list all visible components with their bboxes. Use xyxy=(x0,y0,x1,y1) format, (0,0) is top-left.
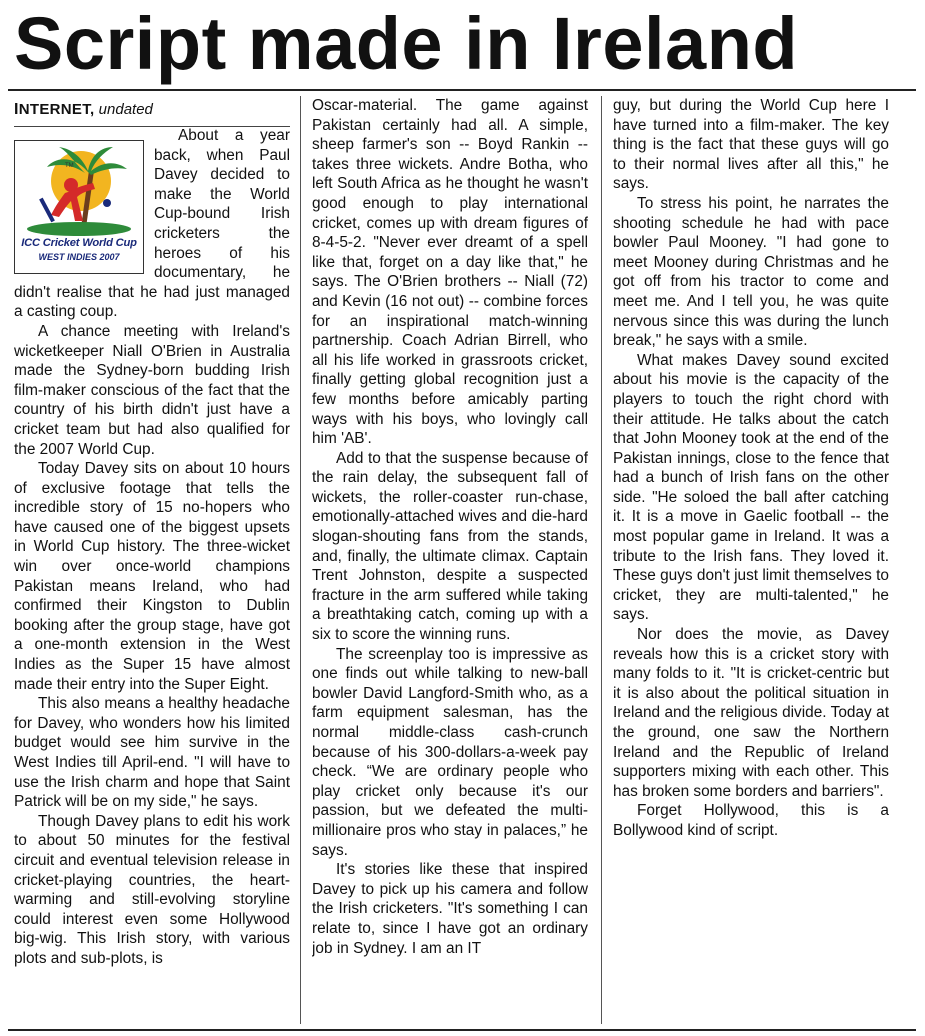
paragraph: The screenplay too is impressive as one finds out while talking to new-ball bowler David Langford-Smith who, as a farm equipment salesman, has the normal middle-class cash-crunch because of his 300-dollars-a-week pay check. “We are ordinary people who play cricket only because it's our passion, but we defeated the multi-millionaire pros who stay in palaces,” he says. xyxy=(312,645,588,859)
paragraph: It's stories like these that inspired Davey to pick up his camera and follow the Irish cricketers. "It's something I can relate to, since I have got an ordinary job in Sydney. I am an IT xyxy=(312,861,588,957)
logo-title: ICC Cricket World Cup xyxy=(21,237,137,249)
headline: Script made in Ireland xyxy=(14,2,799,85)
cricket-world-cup-logo xyxy=(14,140,144,274)
article-column-2 xyxy=(312,96,588,1026)
dateline-place xyxy=(14,101,95,118)
dateline-place-rest: NTERNET, xyxy=(18,101,95,118)
logo-trademark: TM xyxy=(65,163,74,169)
paragraph: What makes Davey sound excited about his movie is the capacity of the players to touch the right chord with their attitude. He talks about the catch that John Mooney took at the end of the Pakistan innings, close to the fence that had a bunch of Irish fans on the other side. "He soloed the ball after catching it. It is a move in Gaelic football -- the most popular game in Ireland. It was a tribute to the Irish fans. They loved it. These guys don't just limit themselves to cricket, they are multi-talented," he says. xyxy=(613,351,889,624)
logo-ground xyxy=(27,222,131,236)
top-rule xyxy=(8,89,916,91)
logo-subtitle: WEST INDIES 2007 xyxy=(38,252,120,262)
paragraph: A chance meeting with Ireland's wicketkeeper Niall O'Brien in Australia made the Sydney-born budding Irish film-maker conscious of the fact that the country of his birth didn't just have a cricket team but had also qualified for the 2007 World Cup. xyxy=(14,322,290,458)
paragraph: Today Davey sits on about 10 hours of exclusive footage that tells the incredible story of 15 no-hopers who have caused one of the biggest upsets in World Cup history. The three-wicket win over once-world champions Pakistan means Ireland, who had confirmed their Kingston to Dublin booking after the group stage, have got a one-month extension in the West Indies as the Super 15 have almost made their entry into the Super Eight. xyxy=(14,460,290,693)
paragraph: Forget Hollywood, this is a Bollywood kind of script. xyxy=(613,802,889,839)
logo-bat xyxy=(39,198,55,223)
paragraph: To stress his point, he narrates the shooting schedule he had with pace bowler Paul Mooney. "I had gone to meet Mooney during Christmas and he got off from his tractor to come and meet me. And I tell you, he was quite nervous since this was during the lunch break," he says with a smile. xyxy=(613,194,889,350)
dateline xyxy=(14,96,290,126)
paragraph: Nor does the movie, as Davey reveals how this is a cricket story with many folds to it. "It is cricket-centric but it is also about the political situation in Ireland and the religious divide. Today at the ground, one saw the Northern Ireland and the Republic of Ireland supporters mixing with each other. This has broken some borders and barriers". xyxy=(613,626,889,800)
dateline-when: undated xyxy=(98,101,153,118)
logo-ball xyxy=(103,199,111,207)
cricket-world-cup-mascot-logo-icon xyxy=(15,141,143,237)
paragraph: Though Davey plans to edit his work to about 50 minutes for the festival circuit and eventual television release in cricket-playing countries, the heart-warming and still-evolving storyline could interest even some Hollywood big-wig. This Irish story, with various plots and sub-plots, is xyxy=(14,812,290,967)
column-divider xyxy=(601,96,602,1024)
paragraph: guy, but during the World Cup here I have turned into a film-maker. The key thing is the fact that these guys will go to their normal lives after all this," he says. xyxy=(613,97,889,193)
paragraph: Oscar-material. The game against Pakistan certainly had all. A simple, sheep farmer's son -- Boyd Rankin -- takes three wickets. Andre Botha, who left South Africa as he thought he wasn't good enough to play international cricket, comes up with dream figures of 8-4-5-2. "Never ever dreamt of a spell like that, forget on a day like that," he says. The O'Brien brothers -- Niall (72) and Kevin (16 not out) -- combine forces for an inspirational match-winning partnership. Coach Adrian Birrell, who all his life worked in grassroots cricket, finally getting global recognition just a few months before amicably parting ways with his boys, who lovingly call him 'AB'. xyxy=(312,97,588,448)
paragraph: About a year back, when Paul Davey decided to make the World Cup-bound Irish cricketers the heroes of his documentary, he didn't realise that he had just managed a casting coup. xyxy=(14,127,290,321)
column-divider xyxy=(300,96,301,1024)
article-column-3 xyxy=(613,96,889,1026)
paragraph: This also means a healthy headache for Davey, who wonders how his limited budget would see him survive in the West Indies till April-end. "I will have to use the Irish charm and hope that Saint Patrick will be on my side," he says. xyxy=(14,695,290,811)
dateline-rule xyxy=(14,126,290,127)
dateline-place-initial: I xyxy=(14,101,19,118)
article-column-1 xyxy=(14,96,290,1026)
paragraph: Add to that the suspense because of the rain delay, the subsequent fall of wickets, the roller-coaster run-chase, emotionally-attached wives and die-hard slogan-shouting fans from the stands, and, finally, the ultimate climax. Captain Trent Johnston, despite a suspected fracture in the arm suffered while taking a breathtaking catch, coming up with a six to score the winning runs. xyxy=(312,449,588,644)
bottom-rule xyxy=(8,1029,916,1031)
